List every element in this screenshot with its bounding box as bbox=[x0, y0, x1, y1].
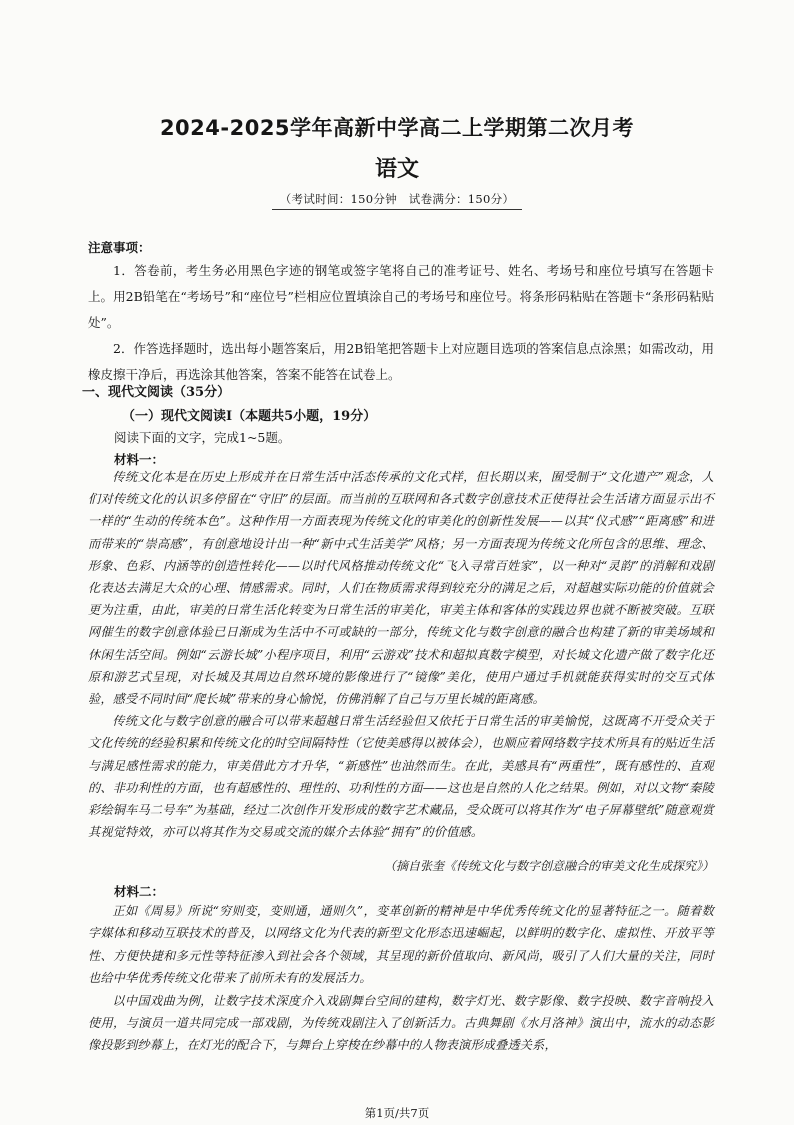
material2-paragraph-1: 正如《周易》所说“穷则变，变则通，通则久”，变革创新的精神是中华优秀传统文化的显著特征之一。随着数字媒体和移动互联技术的普及，以网络文化为代表的新型文化形态迅速崛起，以鲜明的数字化、虚拟性、开放平等性、方便快捷和多元性等特征渗入到社会各个领域，其呈现的新价值取向、新风尚，吸引了人们大量的关注，同时也给中华优秀传统文化带来了前所未有的发展活力。 bbox=[88, 904, 714, 986]
notice-body bbox=[88, 258, 714, 388]
notice-item-1: 1．答卷前，考生务必用黑色字迹的钢笔或签字笔将自己的准考证号、姓名、考场号和座位号填写在答题卡上。用2B铅笔在“考场号”和“座位号”栏相应位置填涂自己的考场号和座位号。将条形码粘贴在答题卡“条形码粘贴处”。 bbox=[88, 263, 714, 330]
subject-title: 语文 bbox=[374, 157, 419, 182]
section-heading: 一、现代文阅读（35分） bbox=[82, 385, 231, 400]
material1-body bbox=[88, 466, 714, 843]
material2-paragraph-2: 以中国戏曲为例，让数字技术深度介入戏剧舞台空间的建构，数字灯光、数字影像、数字投映、数字音响投入使用，与演员一道共同完成一部戏剧，为传统戏剧注入了创新活力。古典舞剧《水月洛神》演出中，流水的动态影像投影到纱幕上，在灯光的配合下，与舞台上穿梭在纱幕中的人物表演形成叠透关系， bbox=[88, 993, 714, 1053]
material2-heading: 材料二： bbox=[114, 884, 165, 899]
exam-title: 2024-2025学年高新中学高二上学期第二次月考 bbox=[159, 116, 635, 140]
material1-paragraph-1: 传统文化本是在历史上形成并在日常生活中活态传承的文化式样，但长期以来，囿受制于“文化遗产”观念，人们对传统文化的认识多停留在“守旧”的层面。而当前的互联网和各式数字创意技术正使得社会生活诸方面显示出不一样的“生动的传统本色”。这种作用一方面表现为传统文化的审美化的创新性发展——以其“仪式感”“距离感”和进而带来的“崇高感”，有创意地设计出一种“新中式生活美学”风格；另一方面表现为传统文化所包含的思维、理念、形象、色彩、内涵等的创造性转化——以时代风格推动传统文化“飞入寻常百姓家”，以一种对“灵韵”的消解和戏剧化表达去满足大众的心理、情感需求。同时，人们在物质需求得到较充分的满足之后，对超越实际功能的价值就会更为注重，由此，审美的日常生活化转变为日常生活的审美化，审美主体和客体的实践边界也就不断被突破。互联网催生的数字创意体验已日渐成为生活中不可或缺的一部分，传统文化与数字创意的融合也构建了新的审美场域和休闲生活空间。例如“云游长城”小程序项目，利用“云游戏”技术和超拟真数字模型，对长城文化遗产做了数字化还原和游艺式呈现，对长城及其周边自然环境的影像进行了“镜像”美化，使用户通过手机就能获得实时的交互式体验，感受不同时间“爬长城”带来的身心愉悦，仿佛消解了自己与万里长城的距离感。 bbox=[88, 470, 714, 707]
reading-instruction: 阅读下面的文字，完成1~5题。 bbox=[114, 430, 291, 445]
material1-source: （摘自张奎《传统文化与数字创意融合的审美文化生成探究》） bbox=[383, 859, 714, 873]
material1-heading: 材料一： bbox=[114, 452, 165, 467]
subsection-heading: （一）现代文阅读Ⅰ（本题共5小题，19分） bbox=[122, 409, 377, 424]
notice-item-2: 2．作答选择题时，选出每小题答案后，用2B铅笔把答题卡上对应题目选项的答案信息点涂黑；如需改动，用橡皮擦干净后，再选涂其他答案，答案不能答在试卷上。 bbox=[88, 341, 714, 382]
page-number: 第1页/共7页 bbox=[364, 1106, 430, 1120]
material2-body bbox=[88, 900, 714, 1057]
notice-heading: 注意事项： bbox=[88, 240, 151, 255]
exam-info-text: （考试时间：150分钟 试卷满分：150分） bbox=[272, 191, 523, 210]
material1-paragraph-2: 传统文化与数字创意的融合可以带来超越日常生活经验但又依托于日常生活的审美愉悦，这既离不开受众关于文化传统的经验积累和传统文化的时空间隔特性（它使美感得以被体会），也顺应着网络数字技术所具有的贴近生活与满足感性需求的能力，审美借此方才升华，“新感性”也油然而生。在此，美感具有“两重性”，既有感性的、直观的、非功利性的方面，也有超感性的、理性的、功利性的方面——这也是自然的人化之结果。例如，对以文物“秦陵彩绘铜车马二号车”为基础，经过二次创作开发形成的数字艺术藏品，受众既可以将其作为“电子屏幕壁纸”随意观赏其视觉特效，亦可以将其作为交易或交流的媒介去体验“拥有”的价值感。 bbox=[88, 714, 714, 840]
exam-info bbox=[0, 191, 794, 210]
